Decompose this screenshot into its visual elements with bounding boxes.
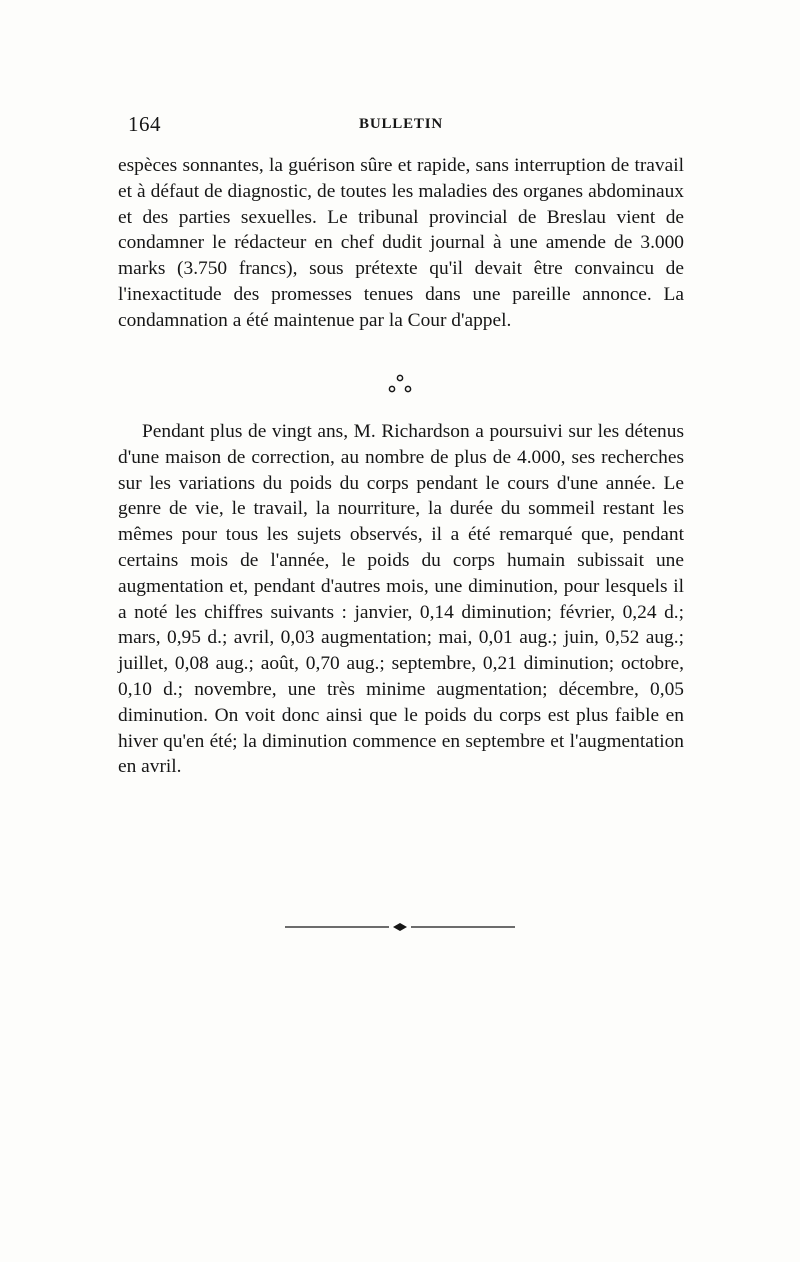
end-ornament-rule — [285, 920, 515, 934]
running-head — [118, 112, 684, 142]
paragraph-1: espèces sonnantes, la guérison sûre et rapide, sans interruption de travail et à défaut de diagnostic, de toutes les maladies des organes abdominaux et des parties sexuelles. Le tribunal provincial de Breslau vient de condamner le rédacteur en chef dudit journal à une amende de 3.000 marks (3.750 francs), sous prétexte qu'il devait être convaincu de l'inexactitude des promesses tenues dans une pareille annonce. La condamnation a été maintenue par la Cour d'appel. — [118, 155, 684, 331]
header-title: BULLETIN — [359, 116, 443, 132]
paragraph-2: Pendant plus de vingt ans, M. Richardson a poursuivi sur les détenus d'une maison de correction, au nombre de plus de 4.000, ses recherches sur les variations du poids du corps pendant le cours d'une année. Le genre de vie, le travail, la nourriture, la durée du sommeil restant les mêmes pour tous les sujets observés, il a été remarqué que, pendant certains mois de l'année, le poids du corps humain subissait une augmentation et, pendant d'autres mois, une diminution, pour lesquels il a noté les chiffres suivants : janvier, 0,14 diminution; février, 0,24 d.; mars, 0,95 d.; avril, 0,03 augmentation; mai, 0,01 aug.; juin, 0,52 aug.; juillet, 0,08 aug.; août, 0,70 aug.; septembre, 0,21 diminution; octobre, 0,10 d.; novembre, une très minime augmentation; décembre, 0,05 diminution. On voit donc ainsi que le poids du corps est plus faible en hiver qu'en été; la diminution commence en septembre et l'augmentation en avril. — [118, 421, 684, 778]
page-number: 164 — [128, 112, 161, 136]
asterism-ornament — [385, 372, 415, 398]
